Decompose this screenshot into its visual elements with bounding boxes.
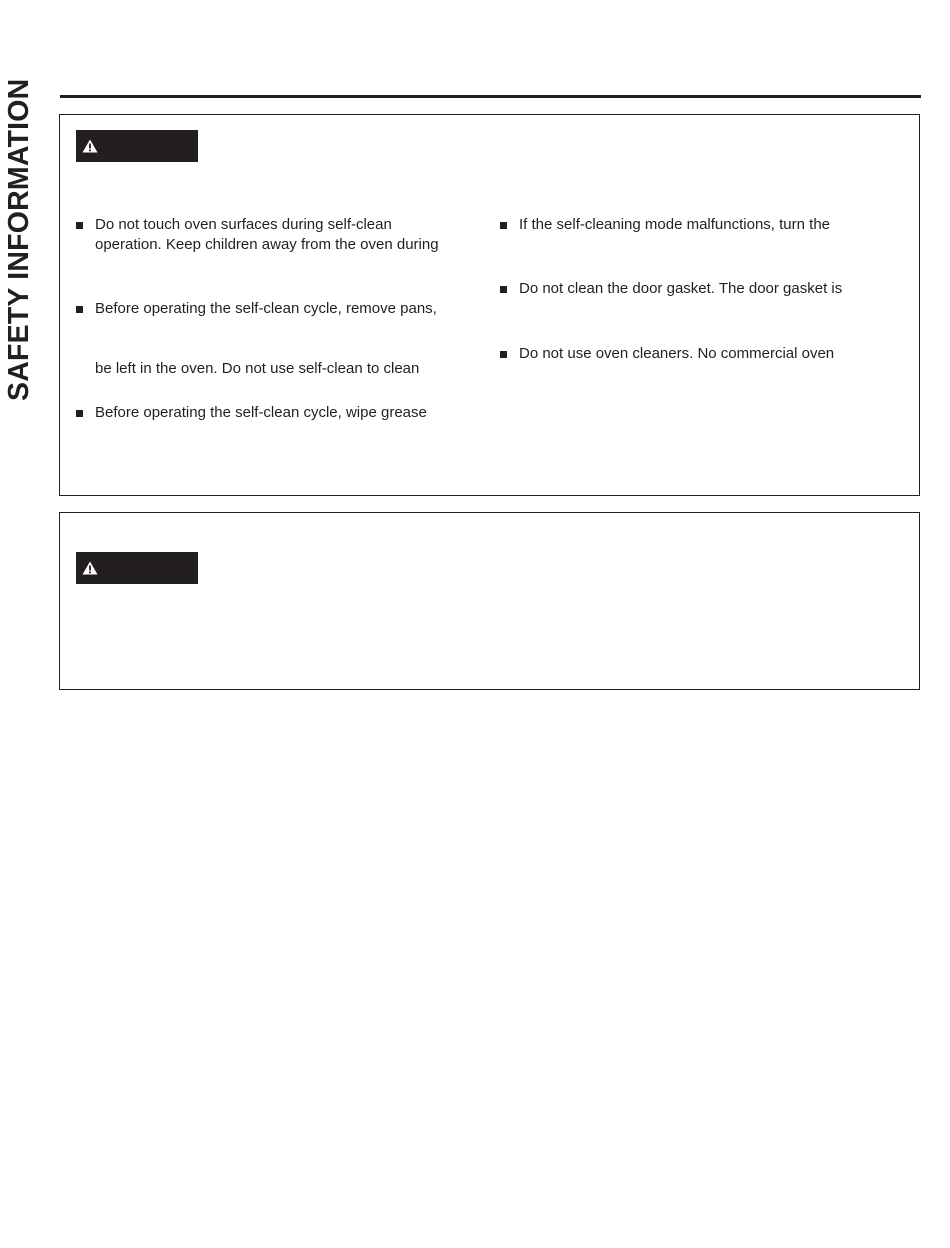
- section-side-title: SAFETY INFORMATION: [3, 78, 35, 401]
- list-item: [76, 299, 437, 319]
- bullet-square-icon: [500, 222, 507, 229]
- list-item-line: If the self-cleaning mode malfunctions, turn the: [519, 216, 831, 233]
- list-item-line: Do not use oven cleaners. No commercial oven: [519, 345, 835, 362]
- list-item: [500, 279, 842, 299]
- list-item: [500, 215, 830, 235]
- bullet-square-icon: [76, 306, 83, 313]
- warning-triangle-icon: [82, 139, 98, 153]
- warning-box-self-clean: [59, 114, 920, 496]
- warning-label: [76, 552, 198, 584]
- bullet-square-icon: [76, 410, 83, 417]
- warning-triangle-icon: [82, 561, 98, 575]
- list-item-line: Before operating the self-clean cycle, remove pans,: [95, 300, 437, 317]
- list-item-line: Before operating the self-clean cycle, wipe grease: [95, 404, 427, 421]
- list-item: [76, 215, 439, 255]
- bullet-square-icon: [500, 351, 507, 358]
- list-item-line: operation. Keep children away from the oven during: [95, 236, 439, 253]
- header-rule: [60, 95, 921, 98]
- list-item-line: Do not clean the door gasket. The door gasket is: [519, 280, 843, 297]
- list-item: [76, 403, 427, 423]
- list-item-line: Do not touch oven surfaces during self-clean: [95, 216, 392, 233]
- list-item-continuation: be left in the oven. Do not use self-clean to clean: [95, 360, 420, 377]
- warning-box-second: [59, 512, 920, 690]
- bullet-square-icon: [76, 222, 83, 229]
- list-item: [500, 344, 834, 364]
- bullet-square-icon: [500, 286, 507, 293]
- warning-label: [76, 130, 198, 162]
